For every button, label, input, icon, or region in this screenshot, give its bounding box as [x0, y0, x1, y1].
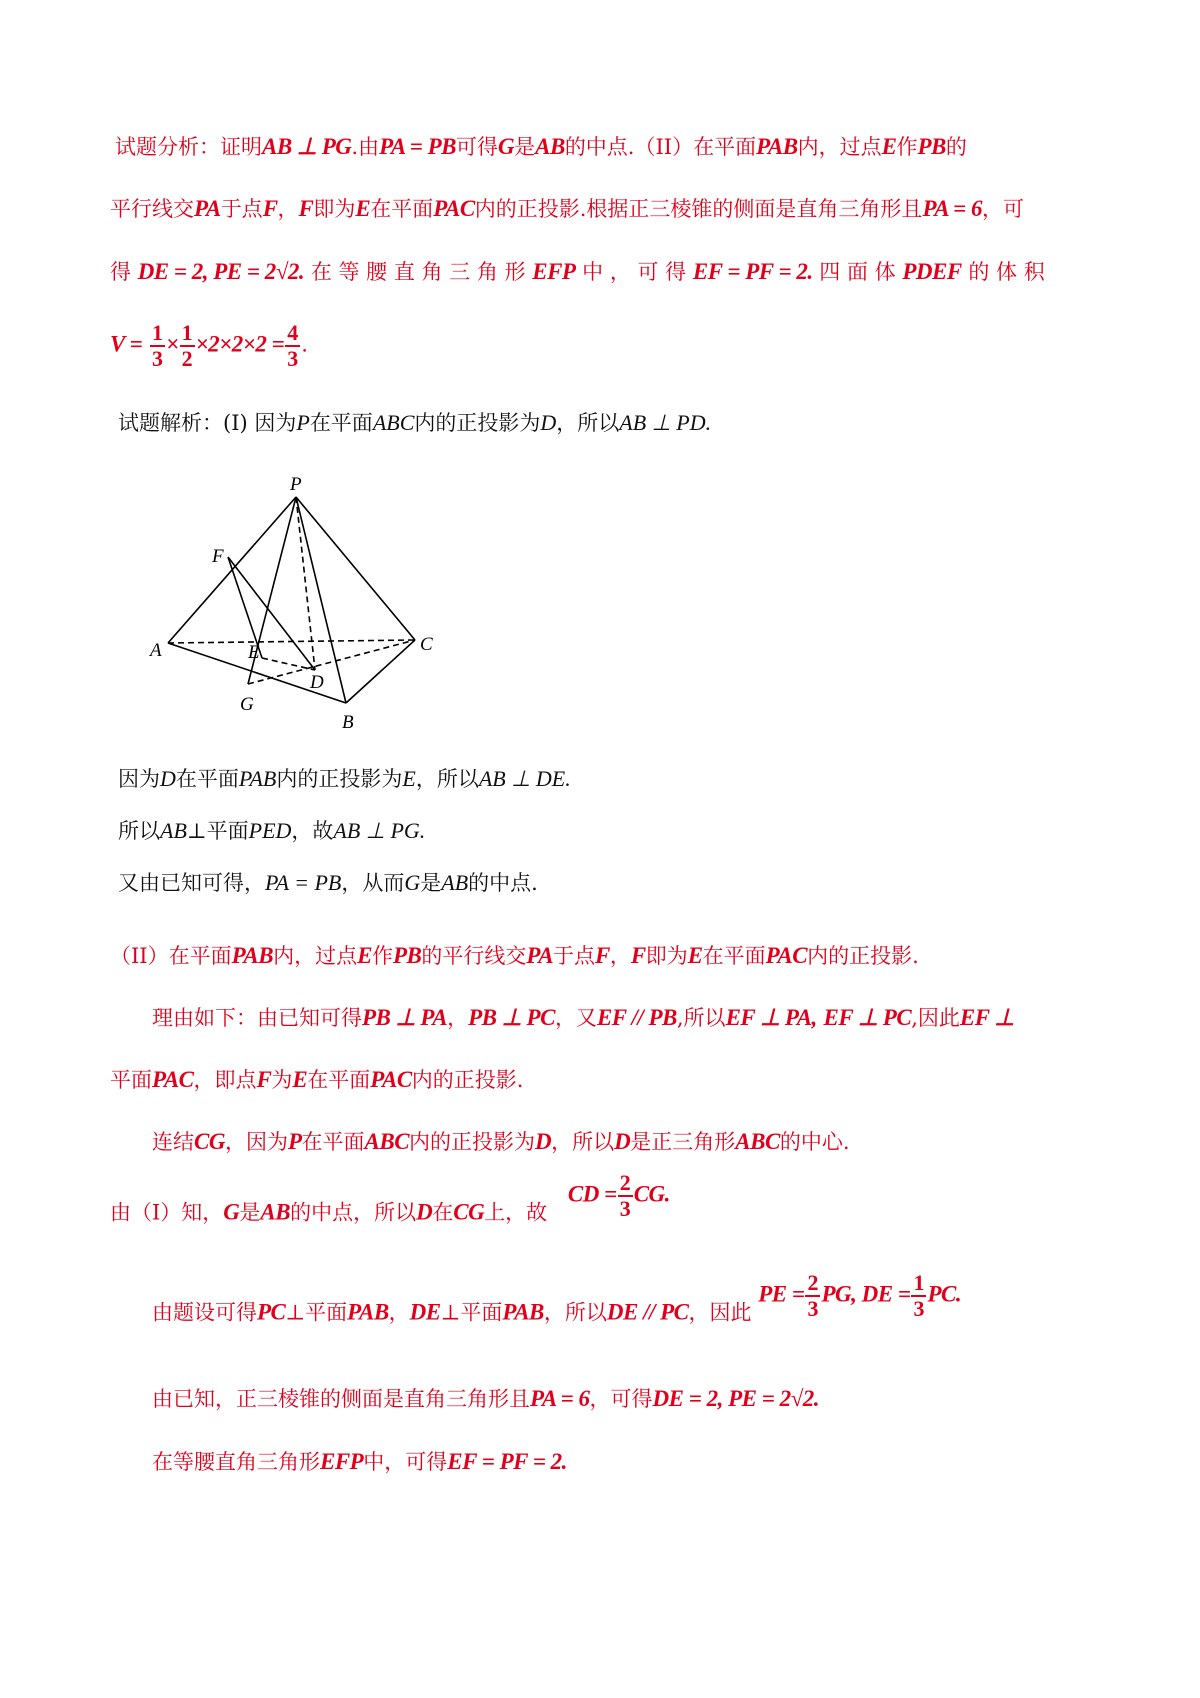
text: 在平面	[301, 1130, 365, 1154]
math: CD =	[567, 1181, 617, 1207]
text: ，可	[981, 197, 1024, 221]
text: 是正三角形	[630, 1130, 736, 1154]
label-f: F	[212, 546, 224, 567]
text: 作	[371, 944, 393, 968]
part2-line-8	[152, 1448, 567, 1476]
label-d: D	[310, 672, 324, 693]
math: D	[160, 766, 176, 791]
math: AB ⊥ DE.	[478, 766, 571, 791]
part2-line-1	[110, 942, 919, 970]
text: ,因此	[911, 1006, 960, 1030]
text: 由题设可得	[152, 1300, 257, 1325]
text: 的中点.	[468, 871, 538, 895]
text: ，	[447, 1006, 469, 1030]
text: 在等腰直角三角形	[152, 1450, 320, 1474]
math: E	[292, 1067, 308, 1092]
math: PG, DE =	[821, 1281, 911, 1307]
text: ，所以	[556, 411, 620, 435]
hidden-segment-pd	[296, 497, 315, 670]
text: .由	[351, 135, 380, 159]
label-c: C	[420, 634, 433, 655]
math: E	[402, 766, 416, 791]
text: 的中心.	[779, 1130, 850, 1154]
text: 是	[420, 871, 442, 895]
text: 理由如下：由已知可得	[152, 1006, 362, 1030]
text: ，	[388, 1300, 410, 1325]
math: PAC	[765, 943, 808, 968]
math: CG	[453, 1199, 485, 1225]
fraction: $\frac{1}{3}$	[913, 1270, 925, 1321]
text: ，因为	[224, 1130, 288, 1154]
math: PED	[248, 818, 292, 843]
math: P	[296, 410, 310, 435]
label-b: B	[342, 712, 354, 733]
math: EF ⊥ PA,	[725, 1005, 817, 1030]
fraction: $\frac{2}{3}$	[619, 1170, 631, 1221]
text: .	[301, 332, 308, 357]
math: DE = 2, PE = 2√2.	[137, 259, 305, 284]
math: E	[687, 943, 703, 968]
text: 作	[896, 135, 918, 159]
text: 在平面	[307, 1068, 371, 1092]
math: D	[535, 1129, 552, 1154]
text: ⊥平面	[285, 1300, 348, 1325]
text: （II）在平面	[110, 944, 232, 968]
text: 的	[945, 135, 967, 159]
math: PAC	[433, 196, 475, 221]
math: PA	[194, 196, 221, 221]
math: PDEF	[902, 259, 962, 284]
text: 试题解析：(I) 因为	[118, 411, 297, 435]
text: 所以	[118, 819, 160, 843]
fraction: $\frac{1}{2}$	[181, 320, 193, 371]
math: ×2×2×2 =	[195, 331, 285, 357]
math: E	[357, 943, 372, 968]
text: ，因此	[688, 1300, 752, 1325]
text: 在平面	[702, 944, 766, 968]
math: F	[298, 196, 314, 221]
fraction: $\frac{2}{3}$	[807, 1270, 819, 1321]
text: 内的正投影.	[411, 1068, 524, 1092]
math: F	[630, 943, 646, 968]
math: F	[595, 943, 610, 968]
text: 四 面 体	[819, 260, 896, 284]
analysis-line-4-volume	[110, 322, 308, 370]
text: 内，过点	[273, 944, 358, 968]
text: ，所以	[551, 1130, 615, 1154]
math: G	[223, 1199, 240, 1225]
text: 内的正投影.根据正三棱锥的侧面是直角三角形且	[474, 197, 923, 221]
text: 由（I）知，	[110, 1200, 224, 1225]
edge-bc	[346, 640, 415, 703]
part2-line-4	[152, 1128, 850, 1156]
text: 的平行线交	[421, 944, 527, 968]
text: 在	[432, 1200, 454, 1225]
text: 连结	[152, 1130, 194, 1154]
math: E	[881, 134, 897, 159]
text: 可得	[456, 135, 498, 159]
text: ，又	[554, 1006, 597, 1030]
part2-line-6	[152, 1270, 962, 1338]
math: EF = PF = 2.	[692, 259, 813, 284]
math: PB ⊥ PC	[468, 1005, 555, 1030]
text: 是	[514, 135, 536, 159]
text: ，	[609, 944, 631, 968]
math: G	[498, 134, 515, 159]
math: PAC	[152, 1067, 194, 1092]
math: D	[540, 410, 557, 435]
text: 在平面	[175, 767, 239, 791]
math: V =	[110, 331, 143, 357]
label-a: A	[150, 640, 162, 661]
math: EFP	[532, 259, 576, 284]
math: PAB	[231, 943, 274, 968]
math: F	[262, 196, 278, 221]
text: ，从而	[341, 871, 405, 895]
math: E	[355, 196, 371, 221]
math: PA = 6	[530, 1386, 590, 1411]
math: EF ⊥ PC	[823, 1005, 912, 1030]
text: 又由已知可得，	[118, 871, 265, 895]
text: 平行线交	[110, 197, 194, 221]
label-p: P	[290, 474, 302, 495]
math: PA = PB	[265, 870, 342, 895]
math: PC	[257, 1299, 286, 1325]
fraction: $\frac{1}{3}$	[151, 320, 163, 371]
text: ，所以	[415, 767, 479, 791]
text: 即为	[313, 197, 356, 221]
text: 平面	[110, 1068, 152, 1092]
math: PA	[526, 943, 554, 968]
text: 的中点.（II）在平面	[564, 135, 757, 159]
math: G	[404, 870, 421, 895]
math: AB ⊥ PG.	[333, 818, 426, 843]
solution-line-4	[118, 870, 538, 896]
math: PAB	[347, 1299, 389, 1325]
text: 于点	[553, 944, 596, 968]
math: PE =	[758, 1281, 805, 1307]
math: PAB	[756, 134, 798, 159]
math: DE = 2, PE = 2√2.	[652, 1386, 819, 1411]
text: 于点	[220, 197, 263, 221]
text: 上，故	[484, 1200, 548, 1225]
solution-line-1	[118, 410, 711, 436]
tetrahedron-figure	[140, 460, 460, 740]
text: ，即点	[193, 1068, 257, 1092]
math: AB ⊥ PD.	[619, 410, 712, 435]
math: D	[416, 1199, 433, 1225]
math: DE	[409, 1299, 441, 1325]
math: AB	[260, 1199, 291, 1225]
math: CG.	[633, 1181, 670, 1207]
part2-line-5	[110, 1170, 670, 1238]
math: CG	[194, 1129, 225, 1154]
text: 因为	[118, 767, 160, 791]
segment-fd	[228, 557, 315, 670]
math: F	[256, 1067, 272, 1092]
text: ⊥平面	[440, 1300, 503, 1325]
math: ABC	[364, 1129, 410, 1154]
text: 的中点，所以	[290, 1200, 417, 1225]
label-e: E	[248, 642, 260, 663]
math: AB	[441, 870, 469, 895]
text: ，	[277, 197, 299, 221]
text: 得	[110, 260, 131, 284]
math: EF // PB	[596, 1005, 677, 1030]
text: ，所以	[543, 1300, 607, 1325]
text: 在平面	[309, 411, 373, 435]
text: ⊥平面	[186, 819, 249, 843]
math: PB	[917, 134, 946, 159]
text: ,所以	[676, 1006, 726, 1030]
analysis-line-2	[110, 195, 1100, 223]
text: 试题分析：证明	[115, 135, 262, 159]
math: ABC	[735, 1129, 780, 1154]
math: D	[614, 1129, 631, 1154]
analysis-line-1	[115, 133, 1085, 161]
text: 内的正投影为	[276, 767, 403, 791]
math: AB	[160, 818, 187, 843]
label-g: G	[240, 694, 254, 715]
text: 中，可得	[363, 1450, 448, 1474]
math: PB ⊥ PA	[362, 1005, 448, 1030]
math: P	[287, 1129, 302, 1154]
text: 在 等 腰 直 角 三 角 形	[310, 260, 526, 284]
text: ，可得	[589, 1387, 653, 1411]
part2-line-7	[152, 1385, 819, 1413]
text: 即为	[645, 944, 688, 968]
text: 中 ， 可 得	[582, 260, 687, 284]
math: EF ⊥	[959, 1005, 1014, 1030]
math: AB	[535, 134, 565, 159]
solution-line-3	[118, 818, 425, 844]
math: PAC	[370, 1067, 412, 1092]
math: AB ⊥ PG	[262, 134, 352, 159]
text: 为	[271, 1068, 293, 1092]
text: 由已知，正三棱锥的侧面是直角三角形且	[152, 1387, 530, 1411]
text: 内，过点	[797, 135, 882, 159]
text: 的 体 积	[968, 260, 1045, 284]
math: ABC	[372, 410, 415, 435]
math: EF = PF = 2.	[447, 1449, 567, 1474]
text: 在平面	[370, 197, 434, 221]
part2-line-3	[110, 1066, 523, 1094]
text: 是	[239, 1200, 261, 1225]
text: 内的正投影为	[409, 1130, 536, 1154]
math: PC.	[927, 1281, 962, 1307]
math: EFP	[320, 1449, 364, 1474]
text: 内的正投影.	[807, 944, 919, 968]
fraction: $\frac{4}{3}$	[287, 320, 299, 371]
part2-line-2	[152, 1004, 1014, 1032]
math: PA = 6	[922, 196, 982, 221]
math: PAB	[238, 766, 277, 791]
math: PA = PB	[379, 134, 456, 159]
analysis-line-3	[110, 258, 1100, 286]
solution-line-2	[118, 766, 571, 792]
math: DE // PC	[606, 1299, 689, 1325]
text: 内的正投影为	[414, 411, 541, 435]
math: PAB	[502, 1299, 544, 1325]
math: ×	[165, 331, 179, 357]
text: ，故	[291, 819, 334, 843]
math: PB	[392, 943, 422, 968]
